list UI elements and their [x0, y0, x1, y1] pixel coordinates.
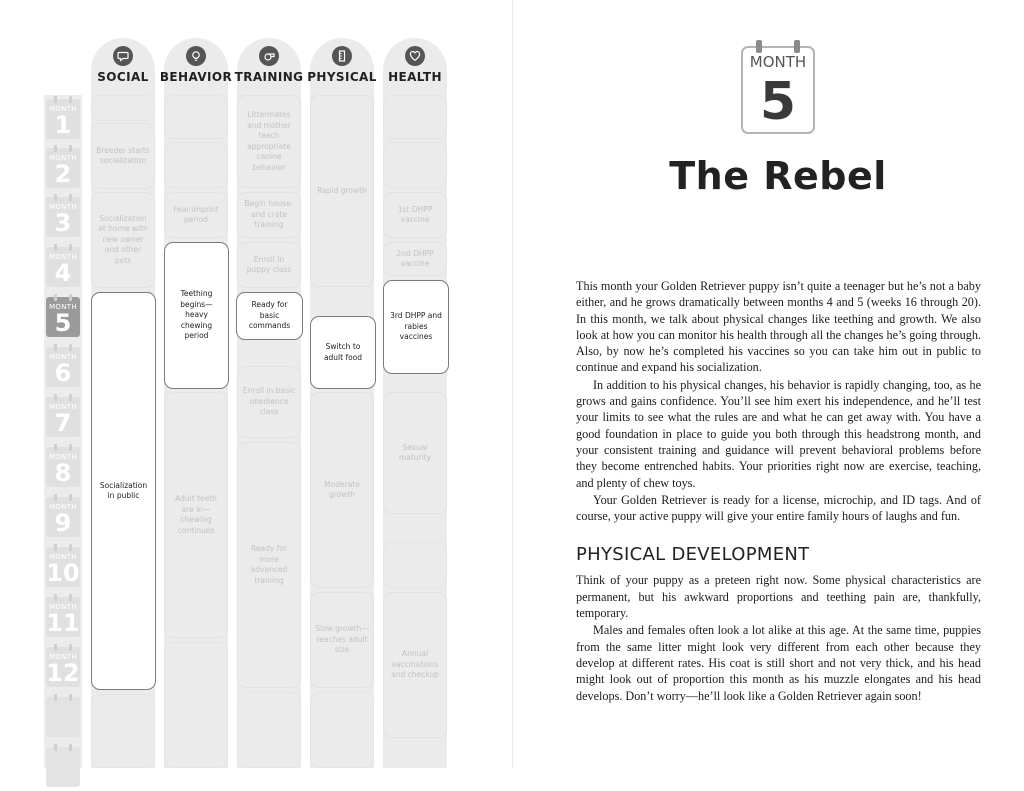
- training-entry: Littermates and mother teach appropriate canine behavior: [237, 95, 301, 188]
- training-entry: Ready for more advanced training: [237, 442, 301, 688]
- heart-icon: [405, 46, 425, 66]
- month-marker-1: MONTH 1: [44, 95, 82, 143]
- timeline-box-empty: [383, 142, 447, 188]
- timeline-box-empty: [383, 95, 447, 139]
- physical-entry-current: Switch to adult food: [310, 316, 376, 389]
- behavior-column-title: BEHAVIOR: [159, 70, 233, 84]
- month-marker-blank: [44, 693, 82, 741]
- timeline-box-empty: [237, 692, 301, 768]
- physical-entry: Slow growth—reaches adult size: [310, 592, 374, 688]
- behavior-entry-current: Teething begins—heavy chewing period: [164, 242, 229, 389]
- timeline-box-empty: [310, 692, 374, 768]
- month-marker-4: MONTH 4: [44, 243, 82, 291]
- physical-entry: Moderate growth: [310, 392, 374, 588]
- health-entry: Annual vaccinations and checkup: [383, 592, 447, 738]
- health-column-title: HEALTH: [388, 70, 442, 84]
- timeline-box-empty: [164, 95, 228, 139]
- social-entry: Socialization at home with new owner and other pets: [91, 192, 155, 288]
- training-entry: Begin house- and crate training: [237, 192, 301, 238]
- timeline-box-empty: [164, 642, 228, 768]
- body-paragraph: In addition to his physical changes, his behavior is rapidly changing, too, as he grows and gains confidence. You’ll see him exert his independence, and he’ll test your limits to see what the rules are and what he can get away with. You have a good foundation in place to guide you both through this headstrong month, and your consistent training and guidance will prevent behavioral problems before they become entrenched habits. Your priorities right now are exercise, teaching, and plenty of chew toys.: [576, 377, 981, 490]
- physical-entry: Rapid growth: [310, 95, 374, 287]
- chapter-body: [576, 278, 981, 704]
- ruler-icon: [332, 46, 352, 66]
- calendar-ring: [794, 40, 800, 53]
- behavior-entry: Adult teeth are in—chewing continues: [164, 392, 228, 638]
- lightbulb-icon: [186, 46, 206, 66]
- training-entry-current: Ready for basic commands: [236, 292, 303, 340]
- section-heading: PHYSICAL DEVELOPMENT: [576, 544, 810, 566]
- health-entry: 2nd DHPP vaccine: [383, 242, 447, 276]
- speech-bubble-icon: [113, 46, 133, 66]
- month-marker-7: MONTH 7: [44, 393, 82, 441]
- month-marker-10: MONTH 10: [44, 543, 82, 591]
- training-entry: Enroll in puppy class: [237, 242, 301, 288]
- body-paragraph: Your Golden Retriever is ready for a license, microchip, and ID tags. And of course, your active puppy will give your entire family hours of laughs and fun.: [576, 492, 981, 524]
- timeline-box-empty: [91, 95, 155, 121]
- timeline-box-empty: [164, 142, 228, 188]
- health-entry-current: 3rd DHPP and rabies vaccines: [383, 280, 449, 374]
- page-spread-divider: [512, 0, 513, 768]
- month-marker-12: MONTH 12: [44, 643, 82, 691]
- month-marker-5-current: MONTH 5: [44, 293, 82, 341]
- month-marker-6: MONTH 6: [44, 343, 82, 391]
- month-marker-2: MONTH 2: [44, 144, 82, 192]
- calendar-body: [741, 46, 815, 134]
- timeline-box-empty: [383, 542, 447, 588]
- social-column-title: SOCIAL: [97, 70, 149, 84]
- calendar-month-label: MONTH: [749, 53, 807, 71]
- body-paragraph: Males and females often look a lot alike at this age. At the same time, puppies from the same litter might look very different from each other because they develop at different rates. His coat is still short and not very thick, and his head might look out of proportion this month as his muzzle elongates and his head develops. Don’t worry—he’ll look like a Golden Retriever again soon!: [576, 623, 981, 703]
- body-paragraph: This month your Golden Retriever puppy isn’t quite a teenager but he’s not a baby either, and he grows dramatically between months 4 and 5 (weeks 16 through 20). In this month, we talk about physical changes like teething and growth. We also look at how you can monitor his health through all the changes he’s going through. Also, by now he’s completed his vaccines so you can take him out in public to continue and expand his socialization.: [576, 279, 981, 375]
- month-marker-8: MONTH 8: [44, 443, 82, 491]
- month-calendar-icon: [741, 46, 815, 136]
- month-marker-3: MONTH 3: [44, 193, 82, 241]
- social-entry: Breeder starts socialization: [91, 123, 155, 189]
- health-entry: Sexual maturity: [383, 392, 447, 514]
- month-marker-9: MONTH 9: [44, 493, 82, 541]
- timeline-box-empty: [91, 694, 155, 768]
- month-marker-11: MONTH 11: [44, 593, 82, 641]
- whistle-icon: [259, 46, 279, 66]
- physical-column-title: PHYSICAL: [307, 70, 377, 84]
- training-column-title: TRAINING: [234, 70, 304, 84]
- social-entry-current: Socialization in public: [91, 292, 156, 690]
- calendar-ring: [756, 40, 762, 53]
- body-paragraph: Think of your puppy as a preteen right now. Some physical characteristics are permanent, but his awkward proportions and teething pain are, thankfully, temporary.: [576, 573, 981, 621]
- month-marker-blank: [44, 743, 82, 791]
- behavior-entry: Fear-imprint period: [164, 192, 228, 238]
- health-entry: 1st DHPP vaccine: [383, 192, 447, 238]
- training-entry: Enroll in basic obedience class: [237, 366, 301, 438]
- calendar-month-number: 5: [759, 72, 797, 132]
- chapter-title: The Rebel: [669, 154, 887, 198]
